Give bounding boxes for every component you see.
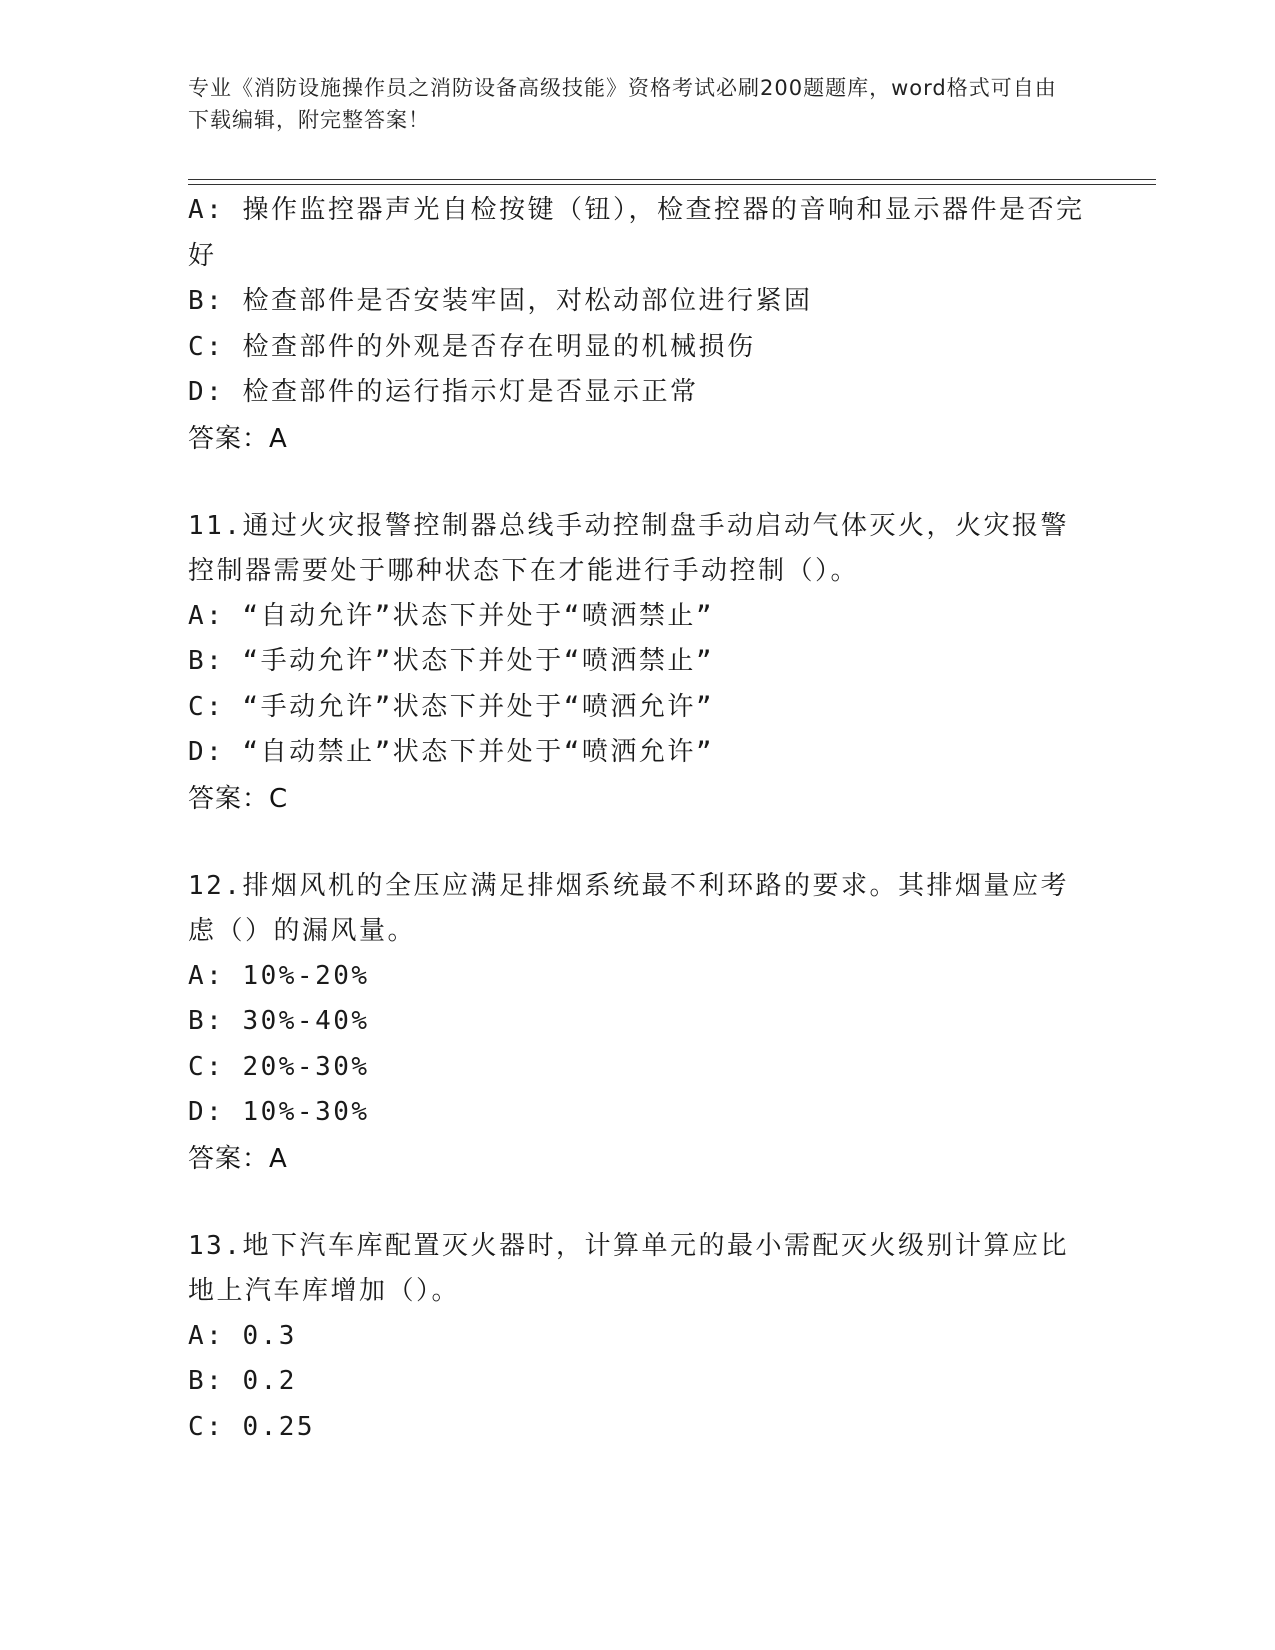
header-divider-bottom xyxy=(188,184,1156,185)
answer-label: 答案：A xyxy=(188,1143,288,1174)
question-block-13 xyxy=(188,1224,1088,1451)
option-c: C: 0.25 xyxy=(188,1411,316,1442)
option-b: B: 30%-40% xyxy=(188,1006,370,1036)
question-block-12 xyxy=(188,864,1088,1182)
question-stem: 12.排烟风机的全压应满足排烟系统最不利环路的要求。其排烟量应考虑（）的漏风量。 xyxy=(188,870,1069,946)
option-a: A: 0.3 xyxy=(188,1320,297,1351)
question-block-10 xyxy=(188,188,1088,462)
question-block-11 xyxy=(188,504,1088,822)
option-c: C: 20%-30% xyxy=(188,1051,370,1082)
answer-label: 答案：C xyxy=(188,783,289,814)
option-a: A: 操作监控器声光自检按键（钮），检查控器的音响和显示器件是否完好 xyxy=(188,195,1085,271)
question-list xyxy=(188,188,1088,1450)
option-b: B: “手动允许”状态下并处于“喷洒禁止” xyxy=(188,646,715,676)
option-a: A: “自动允许”状态下并处于“喷洒禁止” xyxy=(188,600,715,631)
option-d: D: 10%-30% xyxy=(188,1097,370,1127)
option-c: C: 检查部件的外观是否存在明显的机械损伤 xyxy=(188,331,756,362)
header-divider-top xyxy=(188,179,1156,180)
option-b: B: 0.2 xyxy=(188,1366,297,1396)
option-c: C: “手动允许”状态下并处于“喷洒允许” xyxy=(188,691,715,722)
option-b: B: 检查部件是否安装牢固，对松动部位进行紧固 xyxy=(188,286,813,316)
option-d: D: “自动禁止”状态下并处于“喷洒允许” xyxy=(188,737,715,767)
question-stem: 13.地下汽车库配置灭火器时，计算单元的最小需配灭火级别计算应比地上汽车库增加（）。 xyxy=(188,1230,1069,1306)
option-a: A: 10%-20% xyxy=(188,960,370,991)
document-header: 专业《消防设施操作员之消防设备高级技能》资格考试必刷200题题库，word格式可自由下载编辑，附完整答案！ xyxy=(188,76,1057,132)
question-stem: 11.通过火灾报警控制器总线手动控制盘手动启动气体灭火，火灾报警控制器需要处于哪种状态下在才能进行手动控制（）。 xyxy=(188,510,1069,586)
answer-label: 答案：A xyxy=(188,423,288,454)
option-d: D: 检查部件的运行指示灯是否显示正常 xyxy=(188,377,699,407)
